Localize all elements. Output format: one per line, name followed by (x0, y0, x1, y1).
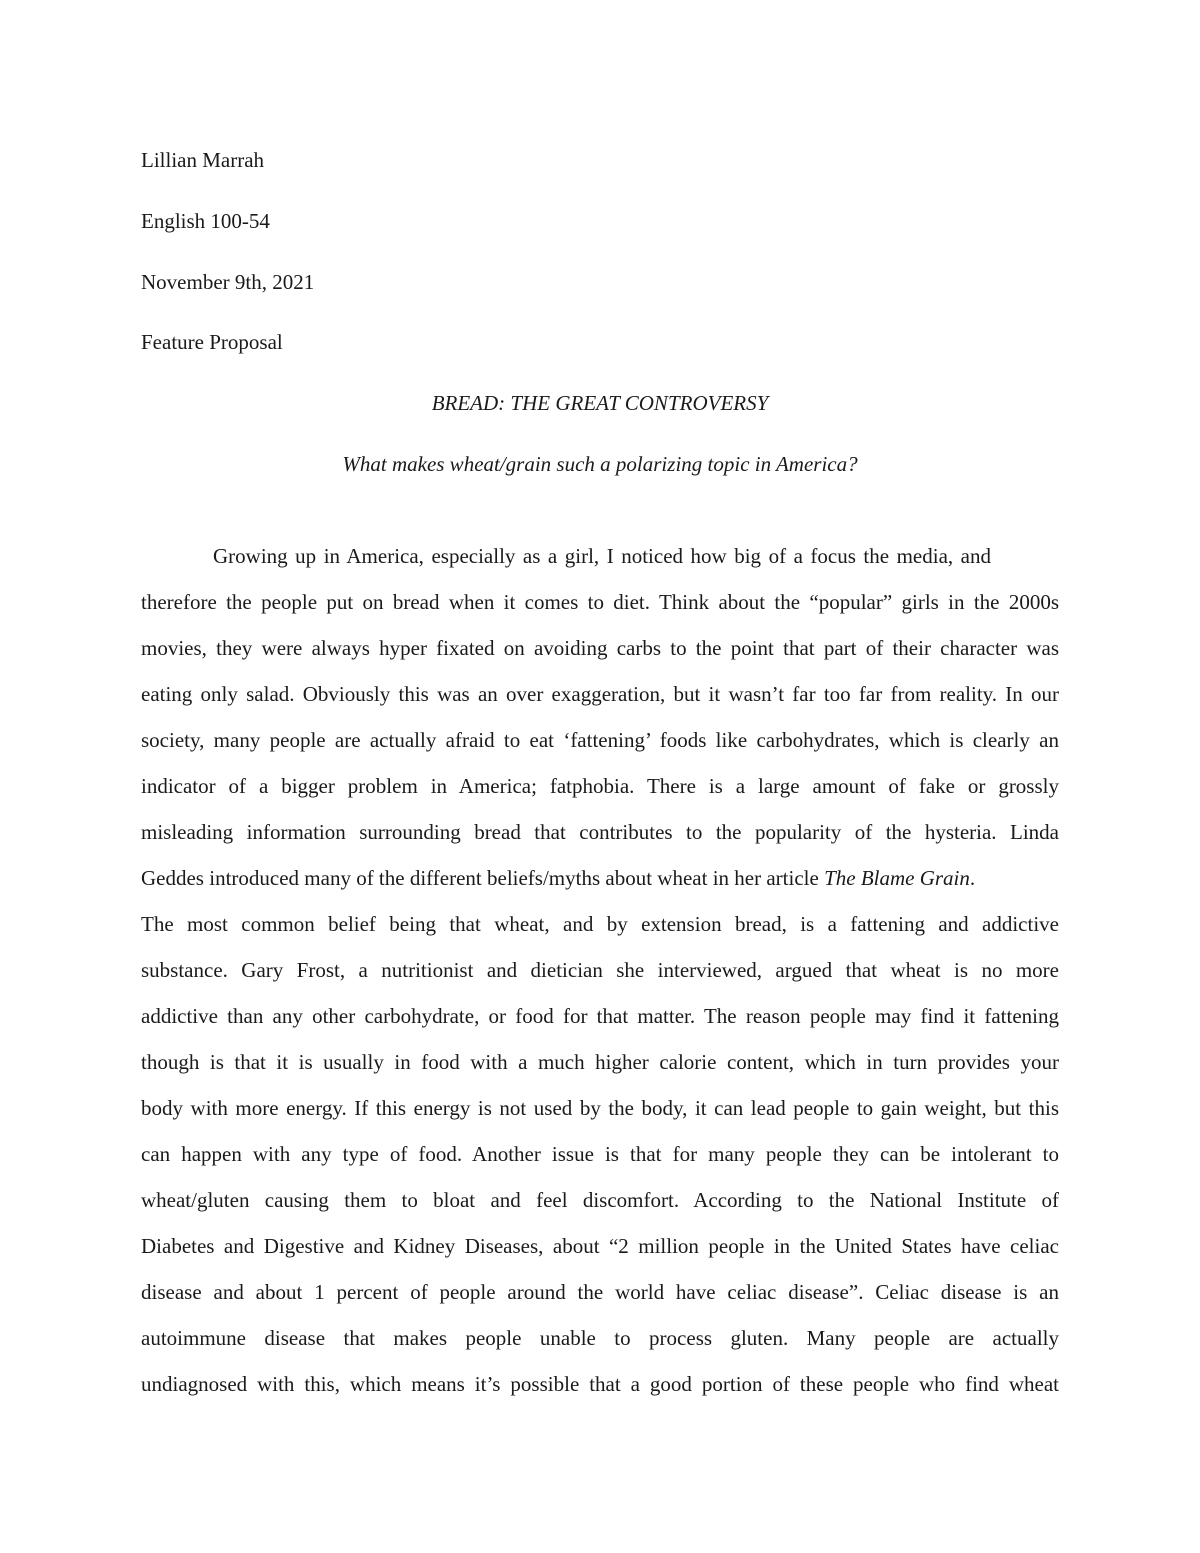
body-line-text: Geddes introduced many of the different beliefs/myths about wheat in her article (141, 866, 825, 890)
body-line: eating only salad. Obviously this was an over exaggeration, but it wasn’t far too far from reality. In our (141, 682, 1059, 706)
body-line: indicator of a bigger problem in America; fatphobia. There is a large amount of fake or grossly (141, 774, 1059, 798)
article-title: The Blame Grain (824, 866, 970, 890)
body-line: The most common belief being that wheat, and by extension bread, is a fattening and addictive (141, 912, 1059, 936)
body-line: though is that it is usually in food with a much higher calorie content, which in turn provides your (141, 1050, 1059, 1074)
body-line (141, 863, 975, 893)
body-line: misleading information surrounding bread that contributes to the popularity of the hysteria. Linda (141, 820, 1059, 844)
body-line: Diabetes and Digestive and Kidney Diseases, about “2 million people in the United States have celiac (141, 1234, 1059, 1258)
body-line: therefore the people put on bread when it comes to diet. Think about the “popular” girls in the 2000s (141, 590, 1059, 614)
document-date: November 9th, 2021 (141, 270, 315, 294)
document-title: BREAD: THE GREAT CONTROVERSY (431, 391, 769, 415)
body-line: can happen with any type of food. Another issue is that for many people they can be intolerant to (141, 1142, 1059, 1166)
body-line: body with more energy. If this energy is not used by the body, it can lead people to gain weight, but this (141, 1096, 1059, 1120)
body-line: wheat/gluten causing them to bloat and feel discomfort. According to the National Institute of (141, 1188, 1059, 1212)
article-title-punctuation: . (969, 866, 976, 890)
assignment-type: Feature Proposal (141, 330, 283, 354)
body-line: Growing up in America, especially as a girl, I noticed how big of a focus the media, and (213, 544, 991, 568)
body-line: autoimmune disease that makes people unable to process gluten. Many people are actually (141, 1326, 1059, 1350)
author-name: Lillian Marrah (141, 148, 265, 172)
body-line: substance. Gary Frost, a nutritionist and dietician she interviewed, argued that wheat is no more (141, 958, 1059, 982)
body-line: disease and about 1 percent of people around the world have celiac disease”. Celiac disease is an (141, 1280, 1059, 1304)
document-subtitle: What makes wheat/grain such a polarizing topic in America? (342, 452, 858, 476)
body-line: undiagnosed with this, which means it’s possible that a good portion of these people who find wheat (141, 1372, 1059, 1396)
course-name: English 100-54 (141, 209, 270, 233)
body-line: movies, they were always hyper fixated on avoiding carbs to the point that part of their character was (141, 636, 1059, 660)
body-line: addictive than any other carbohydrate, or food for that matter. The reason people may find it fattening (141, 1004, 1059, 1028)
body-line: society, many people are actually afraid to eat ‘fattening’ foods like carbohydrates, which is clearly an (141, 728, 1059, 752)
